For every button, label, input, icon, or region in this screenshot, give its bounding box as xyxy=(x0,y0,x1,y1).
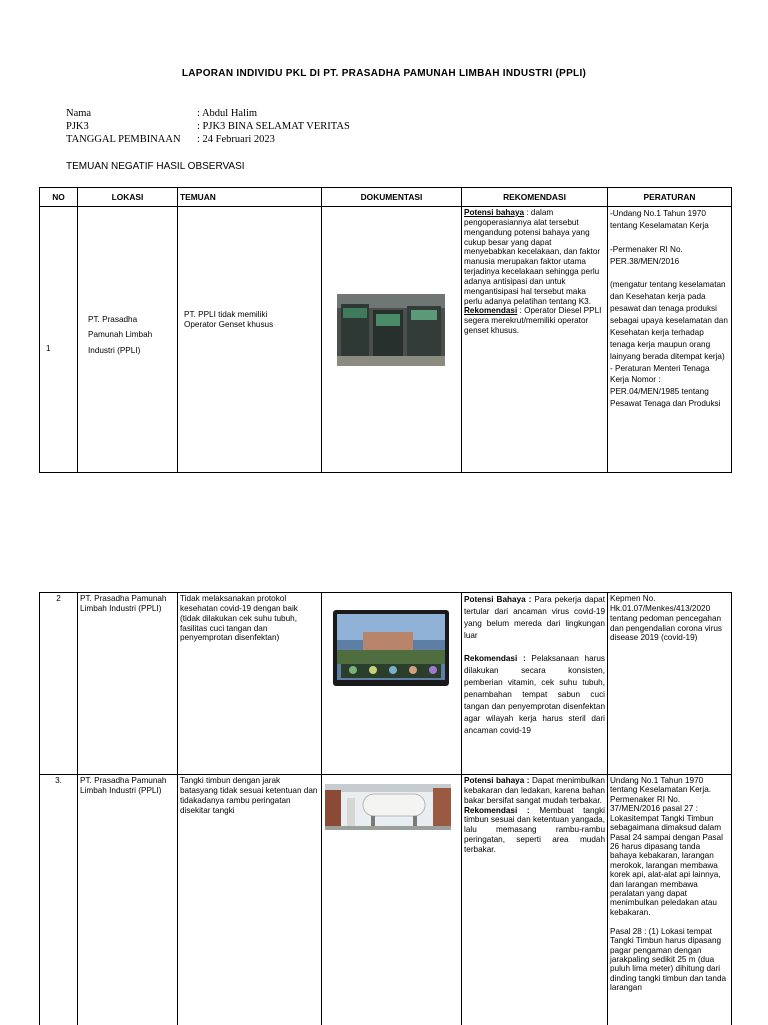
rekomendasi-label: Rekomendasi xyxy=(464,306,518,316)
table-row xyxy=(40,593,732,775)
meta-value-tanggal: : 24 Februari 2023 xyxy=(197,134,275,145)
header-rekomendasi: REKOMENDASI xyxy=(462,188,608,207)
header-peraturan: PERATURAN xyxy=(608,188,732,207)
potensi-bahaya-label: Potensi bahaya : xyxy=(464,776,530,785)
meta-label-nama: Nama xyxy=(66,108,92,119)
cell-rekomendasi xyxy=(462,207,608,473)
potensi-bahaya-text: : dalam pengoperasiannya alat tersebut mengandung potensi bahaya yang cukup besar yang dapat menyebabkan kecelakaan, dan faktor manusia merupakan faktor utama terjadinya kecelakaan sehingga perlu adanya antisipasi dan untuk mengantisipasi hal tersebut maka perlu adanya pelatihan tentang K3. xyxy=(464,208,601,306)
rekomendasi-text: : Operator Diesel PPLI segera merekrut/memiliki operator genset khusus. xyxy=(464,306,602,336)
findings-table-2 xyxy=(39,592,732,1025)
potensi-bahaya-label: Potensi bahaya xyxy=(464,208,525,217)
rekomendasi-label: Rekomendasi : xyxy=(464,654,526,664)
cell-no: 3. xyxy=(40,775,78,1025)
rekomendasi-text: Pelaksanaan harus dilakukan secara konsisten, pemberian vitamin, cek suhu tubuh, penambahan tempat sabun cuci tangan dan penyemprotan disenfektan agar wilayah kerja harus steril dari ancaman covid-19 xyxy=(464,654,605,735)
cell-lokasi: PT. Prasadha Pamunah Limbah Industri (PPLI) xyxy=(78,775,178,1025)
rekomendasi-label: Rekomendasi : xyxy=(464,805,530,815)
meta-label-pjk3: PJK3 xyxy=(66,121,89,132)
potensi-bahaya-text: Para pekerja dapat tertular dari ancaman virus covid-19 yang belum mereda dari lingkungan luar xyxy=(464,595,605,640)
potensi-bahaya-text: Dapat menimbulkan kebakaran dan ledakan, karena bahan bakar bersifat sangat mudah terbakar. xyxy=(464,776,605,805)
section-heading: TEMUAN NEGATIF HASIL OBSERVASI xyxy=(66,161,245,172)
header-temuan: TEMUAN xyxy=(178,188,322,207)
genset-photo xyxy=(337,294,445,366)
cell-dokumentasi xyxy=(322,207,462,473)
cell-dokumentasi xyxy=(322,775,462,1025)
header-lokasi: LOKASI xyxy=(78,188,178,207)
cell-lokasi: PT. Prasadha Pamunah Limbah Industri (PPLI) xyxy=(78,593,178,775)
cell-no: 2 xyxy=(40,593,78,775)
findings-table-1 xyxy=(39,187,732,473)
table-row xyxy=(40,207,732,473)
cell-temuan: Tidak melaksanakan protokol kesehatan covid-19 dengan baik (tidak dilakukan cek suhu tubuh, fasilitas cuci tangan dan penyemprotan disenfektan) xyxy=(178,593,322,775)
cell-peraturan: Undang No.1 Tahun 1970 tentang Keselamatan Kerja. Permenaker RI No. 37/MEN/2016 pasal 27 : Lokasitempat Tangki Timbun sebagaimana dimaksud dalam Pasal 24 sampai dengan Pasal 26 harus dipasang tanda bahaya kebakaran, larangan merokok, larangan membawa korek api, alat-alat api lainnya, dan larangan membawa peralatan yang dapat menimbulkan peledakan atau kebakaran. Pasal 28 : (1) Lokasi tempat Tangki Timbun harus dipasang pagar pengaman dengan jarakpaling sedikit 25 m (dua puluh lima meter) dihitung dari dinding tangki timbun dan tanda larangan xyxy=(608,775,732,1025)
meta-value-nama: : Abdul Halim xyxy=(197,108,258,119)
table-header-row xyxy=(40,188,732,207)
table-row xyxy=(40,775,732,1025)
cell-lokasi: PT. Prasadha Pamunah Limbah Industri (PPLI) xyxy=(78,207,178,473)
meta-value-pjk3: : PJK3 BINA SELAMAT VERITAS xyxy=(197,121,350,132)
cell-temuan: PT. PPLI tidak memiliki Operator Genset khusus xyxy=(178,207,322,473)
cell-dokumentasi xyxy=(322,593,462,775)
rekomendasi-text: Membuat tangki timbun sesuai dan ketentuan yangada, lalu memasang rambu-rambu peringatan, seperti area mudah terbakar. xyxy=(464,805,605,854)
storage-tank-photo xyxy=(325,784,451,830)
meta-label-tanggal: TANGGAL PEMBINAAN xyxy=(66,134,181,145)
covid-protocol-photo xyxy=(333,610,449,686)
cell-rekomendasi xyxy=(462,775,608,1025)
potensi-bahaya-label: Potensi Bahaya : xyxy=(464,595,532,604)
report-title: LAPORAN INDIVIDU PKL DI PT. PRASADHA PAMUNAH LIMBAH INDUSTRI (PPLI) xyxy=(181,68,587,79)
cell-no: 1 xyxy=(40,207,78,473)
cell-peraturan: -Undang No.1 Tahun 1970 tentang Keselamatan Kerja -Permenaker RI No. PER.38/MEN/2016 (mengatur tentang keselamatan dan Kesehatan kerja pada pesawat dan tenaga produksi sebagai upaya keselamatan dan Kesehatan kerja terhadap tenaga kerja maupun orang lainyang berada ditempat kerja) - Peraturan Menteri Tenaga Kerja Nomor : PER.04/MEN/1985 tentang Pesawat Tenaga dan Produksi xyxy=(608,207,732,473)
cell-rekomendasi xyxy=(462,593,608,775)
cell-peraturan: Kepmen No. Hk.01.07/Menkes/413/2020 tentang pedoman pencegahan dan pengendalian corona virus disease 2019 (covid-19) xyxy=(608,593,732,775)
cell-temuan: Tangki timbun dengan jarak batasyang tidak sesuai ketentuan dan tidakadanya rambu peringatan disekitar tangki xyxy=(178,775,322,1025)
header-dokumentasi: DOKUMENTASI xyxy=(322,188,462,207)
header-no: NO xyxy=(40,188,78,207)
